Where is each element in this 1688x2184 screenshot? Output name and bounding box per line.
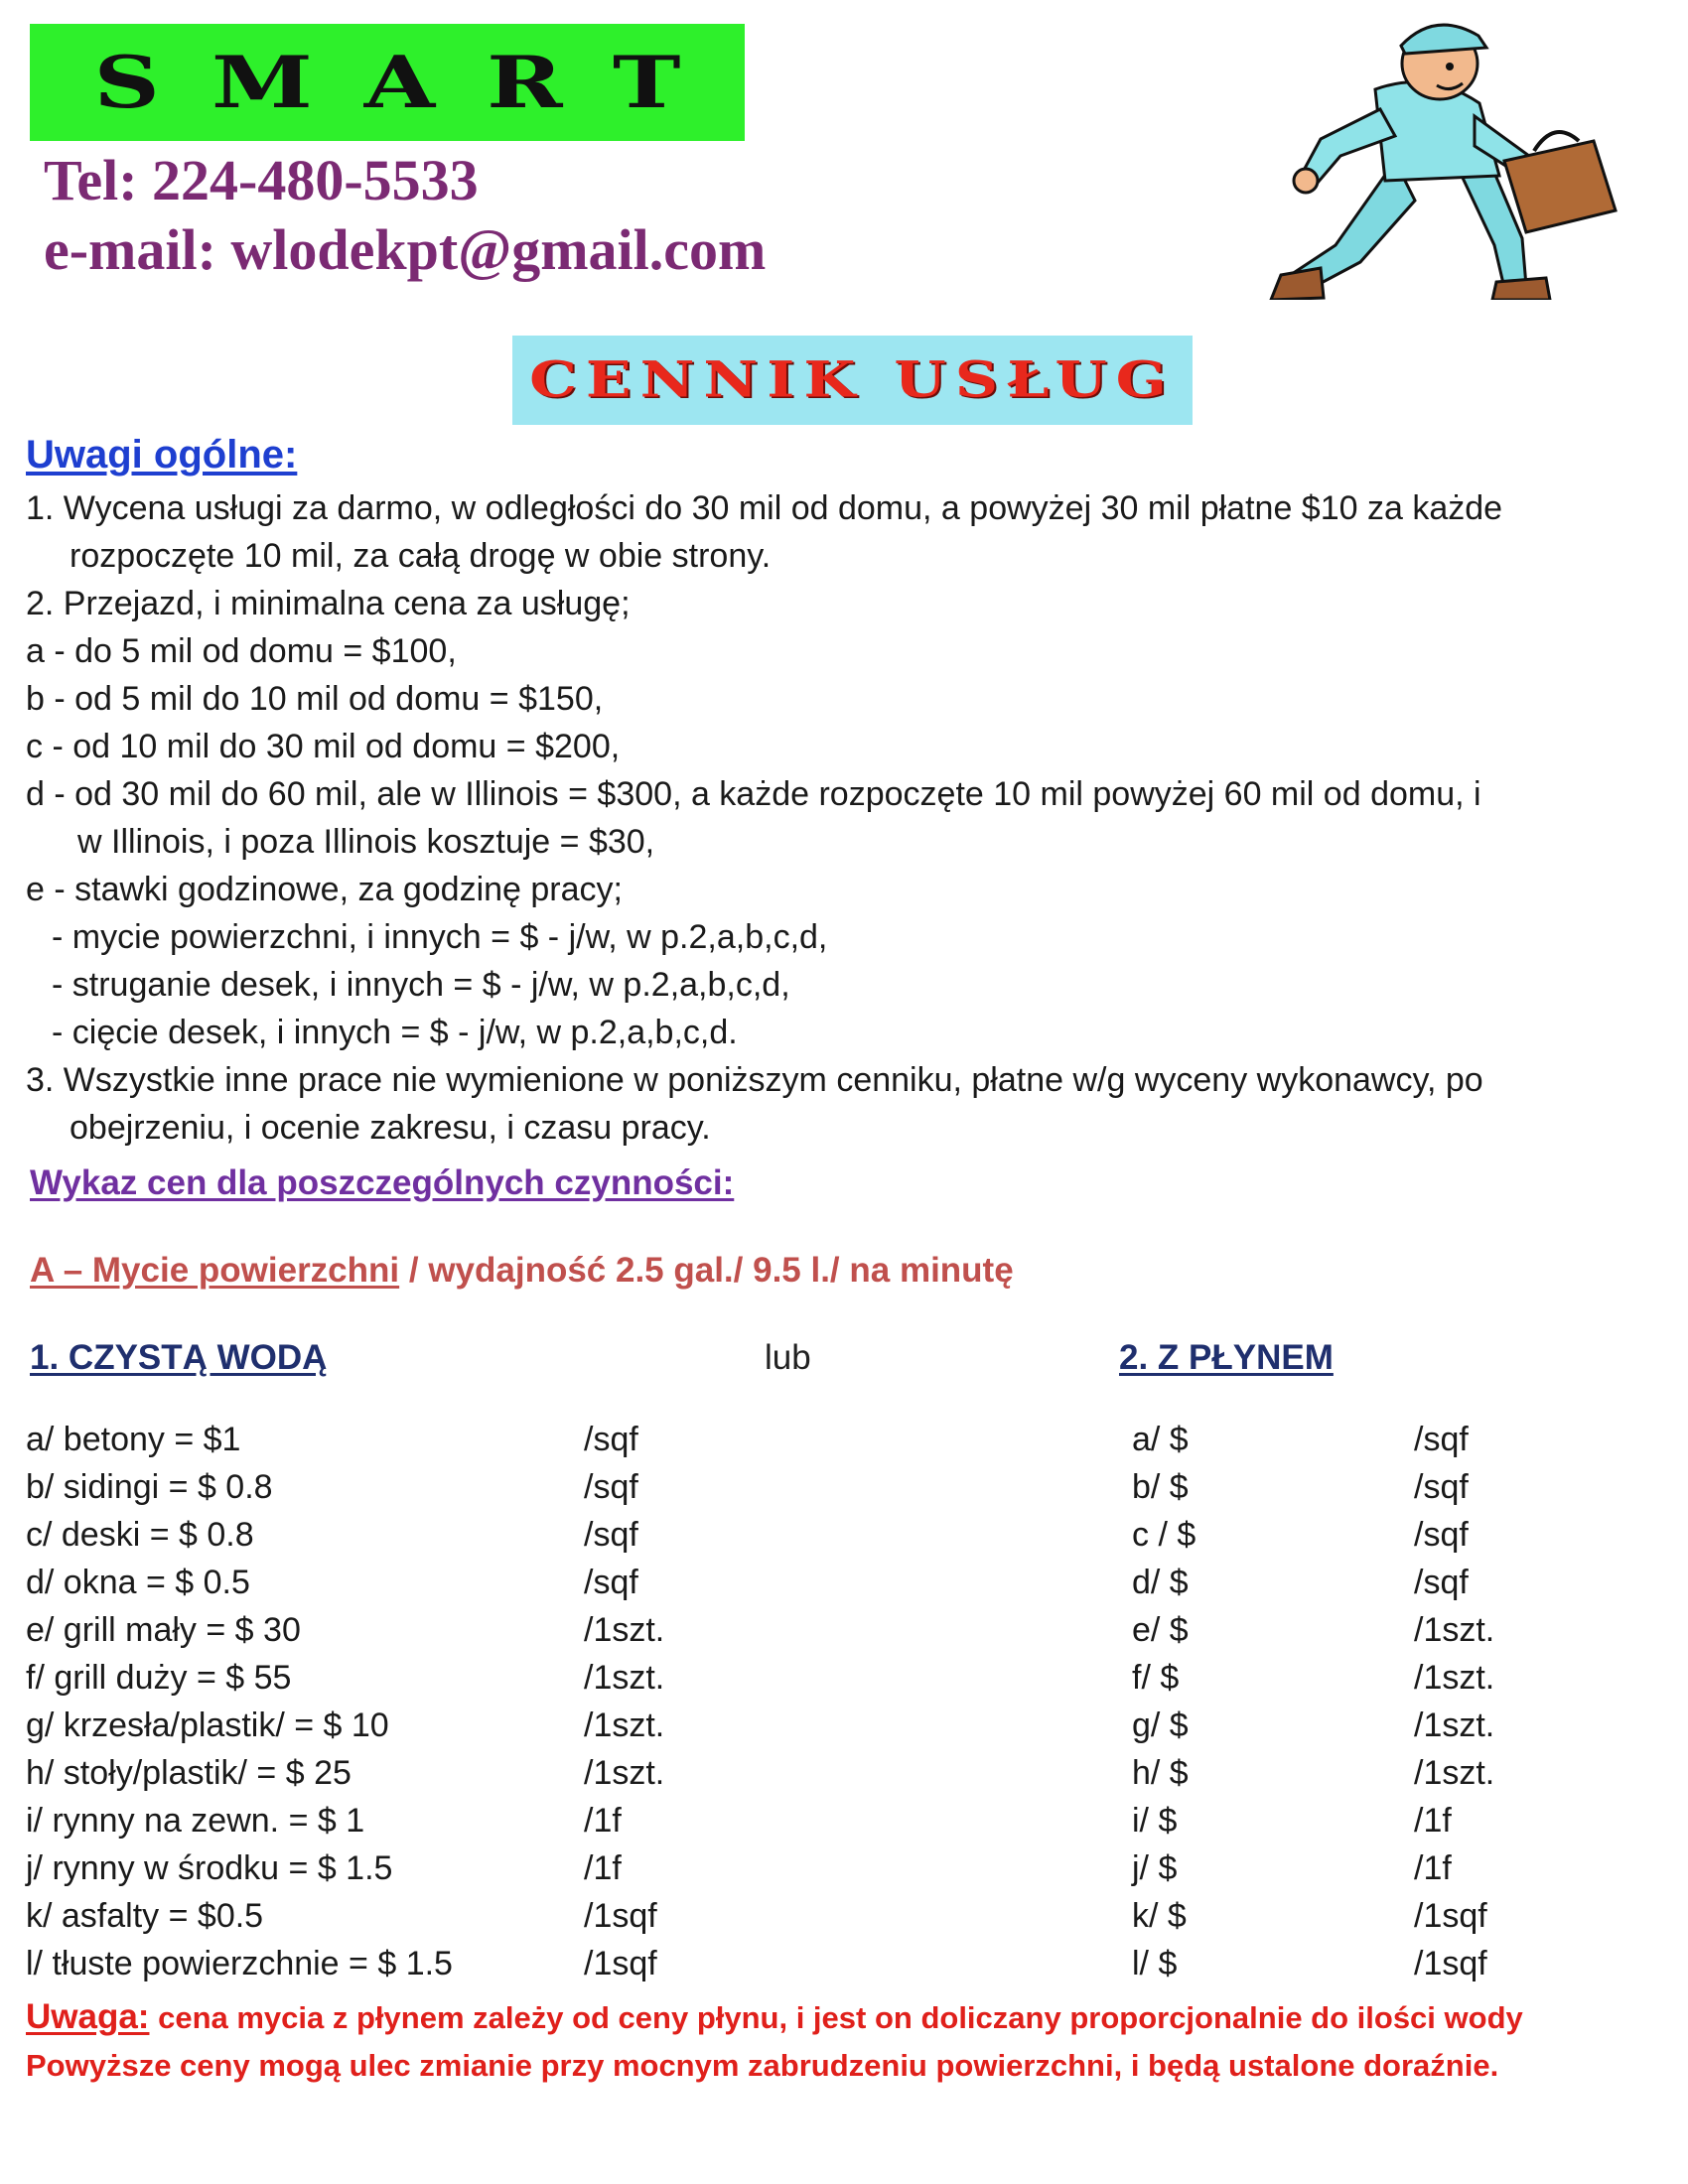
table-row: e/ $ <box>1132 1611 1189 1649</box>
table-row: a/ betony = $1 <box>26 1421 241 1458</box>
note-line: obejrzeniu, i ocenie zakresu, i czasu pracy. <box>70 1109 711 1147</box>
note-line: c - od 10 mil do 30 mil od domu = $200, <box>26 728 621 765</box>
table-row: b/ sidingi = $ 0.8 <box>26 1468 273 1506</box>
unit-cell: /1szt. <box>1414 1611 1495 1649</box>
unit-cell: /1f <box>1414 1849 1452 1887</box>
unit-cell: /1f <box>584 1802 622 1840</box>
unit-cell: /sqf <box>584 1564 638 1601</box>
table-row: g/ $ <box>1132 1706 1189 1744</box>
unit-cell: /1szt. <box>584 1659 665 1697</box>
table-row: h/ $ <box>1132 1754 1189 1792</box>
note-line: e - stawki godzinowe, za godzinę pracy; <box>26 871 623 908</box>
table-row: j/ rynny w środku = $ 1.5 <box>26 1849 393 1887</box>
price-list-title-banner <box>512 336 1193 425</box>
email-address: wlodekpt@gmail.com <box>230 217 767 282</box>
unit-cell: /sqf <box>1414 1516 1469 1554</box>
logo-text: SMART <box>93 40 733 125</box>
phone-label: Tel: <box>44 148 138 212</box>
unit-cell: /sqf <box>584 1468 638 1506</box>
table-row: i/ rynny na zewn. = $ 1 <box>26 1802 365 1840</box>
water-price-units <box>584 1416 664 1987</box>
unit-cell: /1sqf <box>1414 1945 1487 1982</box>
unit-cell: /1sqf <box>1414 1897 1487 1935</box>
unit-cell: /sqf <box>1414 1564 1469 1601</box>
table-row: e/ grill mały = $ 30 <box>26 1611 301 1649</box>
unit-cell: /1f <box>1414 1802 1452 1840</box>
unit-cell: /1f <box>584 1849 622 1887</box>
note-line: w Illinois, i poza Illinois kosztuje = $30, <box>77 823 655 861</box>
unit-cell: /sqf <box>584 1516 638 1554</box>
unit-cell: /1sqf <box>584 1945 657 1982</box>
price-list-heading: Wykaz cen dla poszczególnych czynności: <box>30 1163 735 1202</box>
unit-cell: /1szt. <box>584 1706 665 1744</box>
note-line: d - od 30 mil do 60 mil, ale w Illinois = $300, a każde rozpoczęte 10 mil powyżej 60 mil od domu, i <box>26 775 1481 813</box>
note-line: - struganie desek, i innych = $ - j/w, w p.2,a,b,c,d, <box>52 966 790 1004</box>
table-row: j/ $ <box>1132 1849 1178 1887</box>
table-row: b/ $ <box>1132 1468 1189 1506</box>
table-row: a/ $ <box>1132 1421 1189 1458</box>
section-a-title <box>30 1251 1014 1291</box>
liquid-price-units <box>1414 1416 1494 1987</box>
price-list-title: CENNIK USŁUG <box>529 351 1176 409</box>
email-label: e-mail: <box>44 217 216 282</box>
general-notes <box>26 484 1664 1152</box>
table-row: f/ grill duży = $ 55 <box>26 1659 292 1697</box>
table-row: d/ okna = $ 0.5 <box>26 1564 250 1601</box>
table-row: c/ deski = $ 0.8 <box>26 1516 254 1554</box>
logo-banner <box>30 24 745 141</box>
unit-cell: /1szt. <box>1414 1754 1495 1792</box>
table-row: k/ asfalty = $0.5 <box>26 1897 264 1935</box>
unit-cell: /1szt. <box>1414 1659 1495 1697</box>
or-label: lub <box>765 1338 811 1377</box>
table-row: k/ $ <box>1132 1897 1187 1935</box>
note-line: 1. Wycena usługi za darmo, w odległości do 30 mil od domu, a powyżej 30 mil płatne $10 za każde <box>26 489 1503 527</box>
table-row: f/ $ <box>1132 1659 1180 1697</box>
warning-line-1 <box>26 1993 1523 2042</box>
unit-cell: /1szt. <box>1414 1706 1495 1744</box>
column-clean-water-heading: 1. CZYSTĄ WODĄ <box>30 1338 328 1377</box>
unit-cell: /1szt. <box>584 1611 665 1649</box>
warning-label: Uwaga: <box>26 1997 150 2036</box>
table-row: d/ $ <box>1132 1564 1189 1601</box>
phone-line <box>44 147 479 213</box>
warning-text: cena mycia z płynem zależy od ceny płynu, i jest on doliczany proporcjonalnie do ilości wody <box>149 2000 1523 2035</box>
unit-cell: /1szt. <box>584 1754 665 1792</box>
table-row: l/ tłuste powierzchnie = $ 1.5 <box>26 1945 453 1982</box>
note-line: - cięcie desek, i innych = $ - j/w, w p.2,a,b,c,d. <box>52 1014 738 1051</box>
general-notes-heading: Uwagi ogólne: <box>26 433 298 477</box>
note-line: rozpoczęte 10 mil, za całą drogę w obie strony. <box>70 537 772 575</box>
unit-cell: /sqf <box>584 1421 638 1458</box>
email-line <box>44 216 766 283</box>
handyman-illustration-icon <box>1266 12 1623 300</box>
note-line: 3. Wszystkie inne prace nie wymienione w poniższym cenniku, płatne w/g wyceny wykonawcy, po <box>26 1061 1483 1099</box>
unit-cell: /sqf <box>1414 1468 1469 1506</box>
table-row: l/ $ <box>1132 1945 1178 1982</box>
table-row: h/ stoły/plastik/ = $ 25 <box>26 1754 352 1792</box>
water-price-items <box>26 1416 453 1987</box>
table-row: c / $ <box>1132 1516 1196 1554</box>
column-with-liquid-heading: 2. Z PŁYNEM <box>1119 1338 1334 1377</box>
unit-cell: /sqf <box>1414 1421 1469 1458</box>
warning-line-2: Powyższe ceny mogą ulec zmianie przy mocnym zabrudzeniu powierzchni, i będą ustalone doraźnie. <box>26 2048 1499 2083</box>
note-line: 2. Przejazd, i minimalna cena za usługę; <box>26 585 631 622</box>
table-row: i/ $ <box>1132 1802 1178 1840</box>
table-row: g/ krzesła/plastik/ = $ 10 <box>26 1706 389 1744</box>
unit-cell: /1sqf <box>584 1897 657 1935</box>
phone-number: 224-480-5533 <box>152 148 479 212</box>
warning-note <box>26 1993 1523 2090</box>
liquid-price-items <box>1132 1416 1196 1987</box>
note-line: b - od 5 mil do 10 mil od domu = $150, <box>26 680 604 718</box>
note-line: - mycie powierzchni, i innych = $ - j/w, w p.2,a,b,c,d, <box>52 918 828 956</box>
section-a-capacity: / wydajność 2.5 gal./ 9.5 l./ na minutę <box>399 1251 1014 1290</box>
section-a-name: A – Mycie powierzchni <box>30 1251 400 1290</box>
note-line: a - do 5 mil od domu = $100, <box>26 632 457 670</box>
